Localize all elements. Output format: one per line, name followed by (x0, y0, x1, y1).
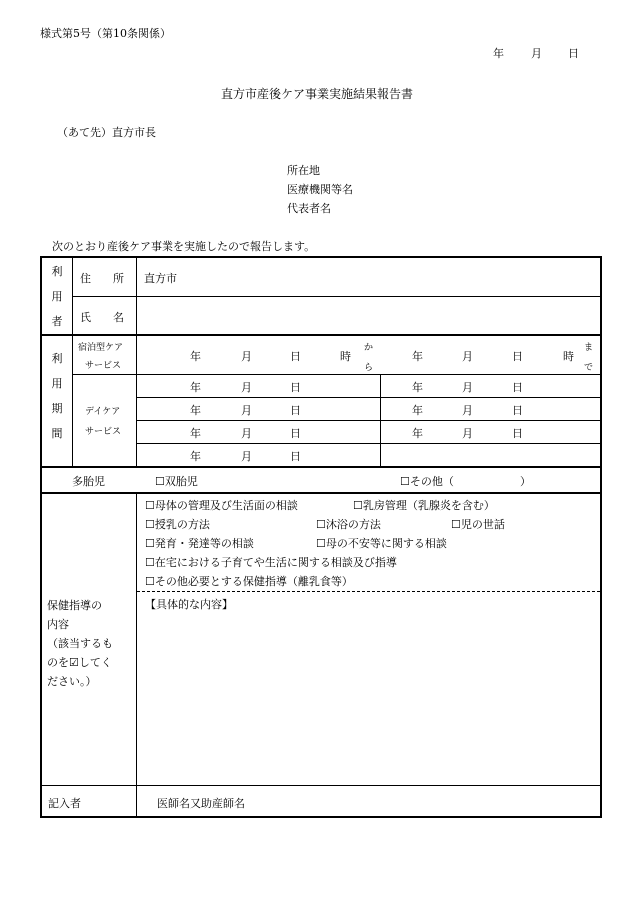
checkbox-icon (316, 518, 326, 531)
stay-until-month: 月 (462, 350, 473, 363)
daycare-2-year: 年 (190, 404, 201, 417)
daycare-3-day: 日 (290, 427, 301, 440)
stay-from-day: 日 (290, 350, 301, 363)
daycare-2b-year: 年 (412, 404, 423, 417)
option-home-support[interactable] (145, 554, 397, 570)
checkbox-icon (451, 518, 461, 531)
guidance-label-line-1: 保健指導の (47, 599, 102, 612)
date-day-label: 日 (568, 47, 579, 60)
date-year-label: 年 (493, 47, 504, 60)
option-label: 母の不安等に関する相談 (325, 537, 447, 550)
stay-until-day: 日 (512, 350, 523, 363)
address-value[interactable]: 直方市 (144, 272, 177, 285)
details-textarea[interactable] (140, 612, 596, 782)
stay-from-year: 年 (190, 350, 201, 363)
intro-text: 次のとおり産後ケア事業を実施したので報告します。 (52, 240, 316, 253)
details-label: 【具体的な内容】 (145, 598, 233, 611)
option-bathing[interactable] (316, 516, 381, 532)
other-label: その他（ (409, 475, 454, 488)
from-char-2: ら (364, 363, 374, 373)
name-label: 氏 名 (80, 311, 124, 324)
option-label: 児の世話 (460, 518, 505, 531)
stay-until-year: 年 (412, 350, 423, 363)
date-month-label: 月 (531, 47, 542, 60)
document-title: 直方市産後ケア事業実施結果報告書 (221, 87, 414, 101)
daycare-3-year: 年 (190, 427, 201, 440)
option-label: 母体の管理及び生活面の相談 (154, 499, 298, 512)
option-label: 発育・発達等の相談 (154, 537, 254, 550)
daycare-1b-day: 日 (512, 381, 523, 394)
daycare-4-month: 月 (241, 450, 252, 463)
daycare-2-day: 日 (290, 404, 301, 417)
name-field[interactable] (140, 298, 596, 332)
stay-until-hour: 時 (563, 350, 574, 363)
option-breast-care[interactable] (353, 497, 495, 513)
period-char-4: 間 (51, 426, 63, 440)
option-label: その他必要とする保健指導（離乳食等） (154, 575, 353, 588)
guidance-label-line-4: のを (47, 656, 69, 669)
form-number: 様式第5号（第10条関係） (40, 27, 171, 40)
other-checkbox[interactable] (400, 473, 454, 489)
user-char-3: 者 (51, 315, 63, 329)
period-char-1: 利 (51, 351, 63, 365)
option-breastfeeding[interactable] (145, 516, 210, 532)
option-anxiety[interactable] (316, 535, 447, 551)
guidance-label (47, 596, 113, 691)
stay-service-label-2: サービス (85, 361, 122, 371)
option-maternal-care[interactable] (145, 497, 298, 513)
daycare-1-month: 月 (241, 381, 252, 394)
reporter-institution-label: 医療機関等名 (287, 183, 353, 196)
twins-label: 双胎児 (164, 475, 198, 488)
day-service-label-2: サービス (85, 427, 122, 437)
multiple-birth-label: 多胎児 (72, 475, 105, 488)
user-char-2: 用 (51, 289, 63, 303)
stay-service-label: 宿泊型ケア (78, 343, 124, 353)
guidance-label-line-5: してく (78, 656, 112, 669)
stay-from-month: 月 (241, 350, 252, 363)
checkbox-icon (145, 575, 155, 588)
checkbox-icon (400, 475, 410, 488)
daycare-4-day: 日 (290, 450, 301, 463)
daycare-4-year: 年 (190, 450, 201, 463)
period-char-2: 用 (51, 376, 63, 390)
checkbox-icon (353, 499, 363, 512)
checkbox-icon (316, 537, 326, 550)
user-char-1: 利 (51, 264, 63, 278)
daycare-2-month: 月 (241, 404, 252, 417)
daycare-2b-day: 日 (512, 404, 523, 417)
until-char-2: で (584, 363, 594, 373)
user-section-label (42, 258, 72, 334)
from-char-1: か (364, 343, 374, 353)
day-service-label: デイケア (85, 407, 121, 417)
daycare-1-day: 日 (290, 381, 301, 394)
daycare-2b-month: 月 (462, 404, 473, 417)
option-label: 在宅における子育てや生活に関する相談及び指導 (154, 556, 397, 569)
guidance-label-line-6: ださい。） (47, 675, 97, 688)
option-label: 沐浴の方法 (325, 518, 381, 531)
entry-label: 記入者 (48, 797, 81, 810)
daycare-3-month: 月 (241, 427, 252, 440)
daycare-3b-year: 年 (412, 427, 423, 440)
daycare-1b-month: 月 (462, 381, 473, 394)
guidance-label-line-2: 内容 (47, 618, 69, 631)
reporter-address-label: 所在地 (287, 164, 320, 177)
checkbox-icon (145, 537, 155, 550)
until-char-1: ま (584, 343, 594, 353)
checkbox-icon (145, 518, 155, 531)
checkbox-icon (145, 556, 155, 569)
option-childcare[interactable] (451, 516, 505, 532)
option-label: 乳房管理（乳腺炎を含む） (362, 499, 495, 512)
entry-value[interactable]: 医師名又助産師名 (157, 797, 245, 810)
daycare-1b-year: 年 (412, 381, 423, 394)
daycare-1-year: 年 (190, 381, 201, 394)
addressee: （あて先）直方市長 (57, 126, 156, 139)
daycare-3b-month: 月 (462, 427, 473, 440)
option-development[interactable] (145, 535, 254, 551)
option-label: 授乳の方法 (154, 518, 210, 531)
address-label: 住 所 (80, 272, 124, 285)
checkbox-icon (145, 499, 155, 512)
period-char-3: 期 (51, 401, 63, 415)
other-close-paren: ） (520, 475, 531, 488)
guidance-label-line-3: （該当するも (47, 637, 113, 650)
period-section-label (42, 345, 72, 445)
twins-checkbox[interactable] (155, 473, 198, 489)
daycare-3b-day: 日 (512, 427, 523, 440)
option-other[interactable] (145, 573, 353, 589)
stay-from-hour: 時 (340, 350, 351, 363)
checkbox-icon (155, 475, 165, 488)
checked-box-icon: ☑ (69, 656, 79, 669)
reporter-representative-label: 代表者名 (287, 202, 331, 215)
